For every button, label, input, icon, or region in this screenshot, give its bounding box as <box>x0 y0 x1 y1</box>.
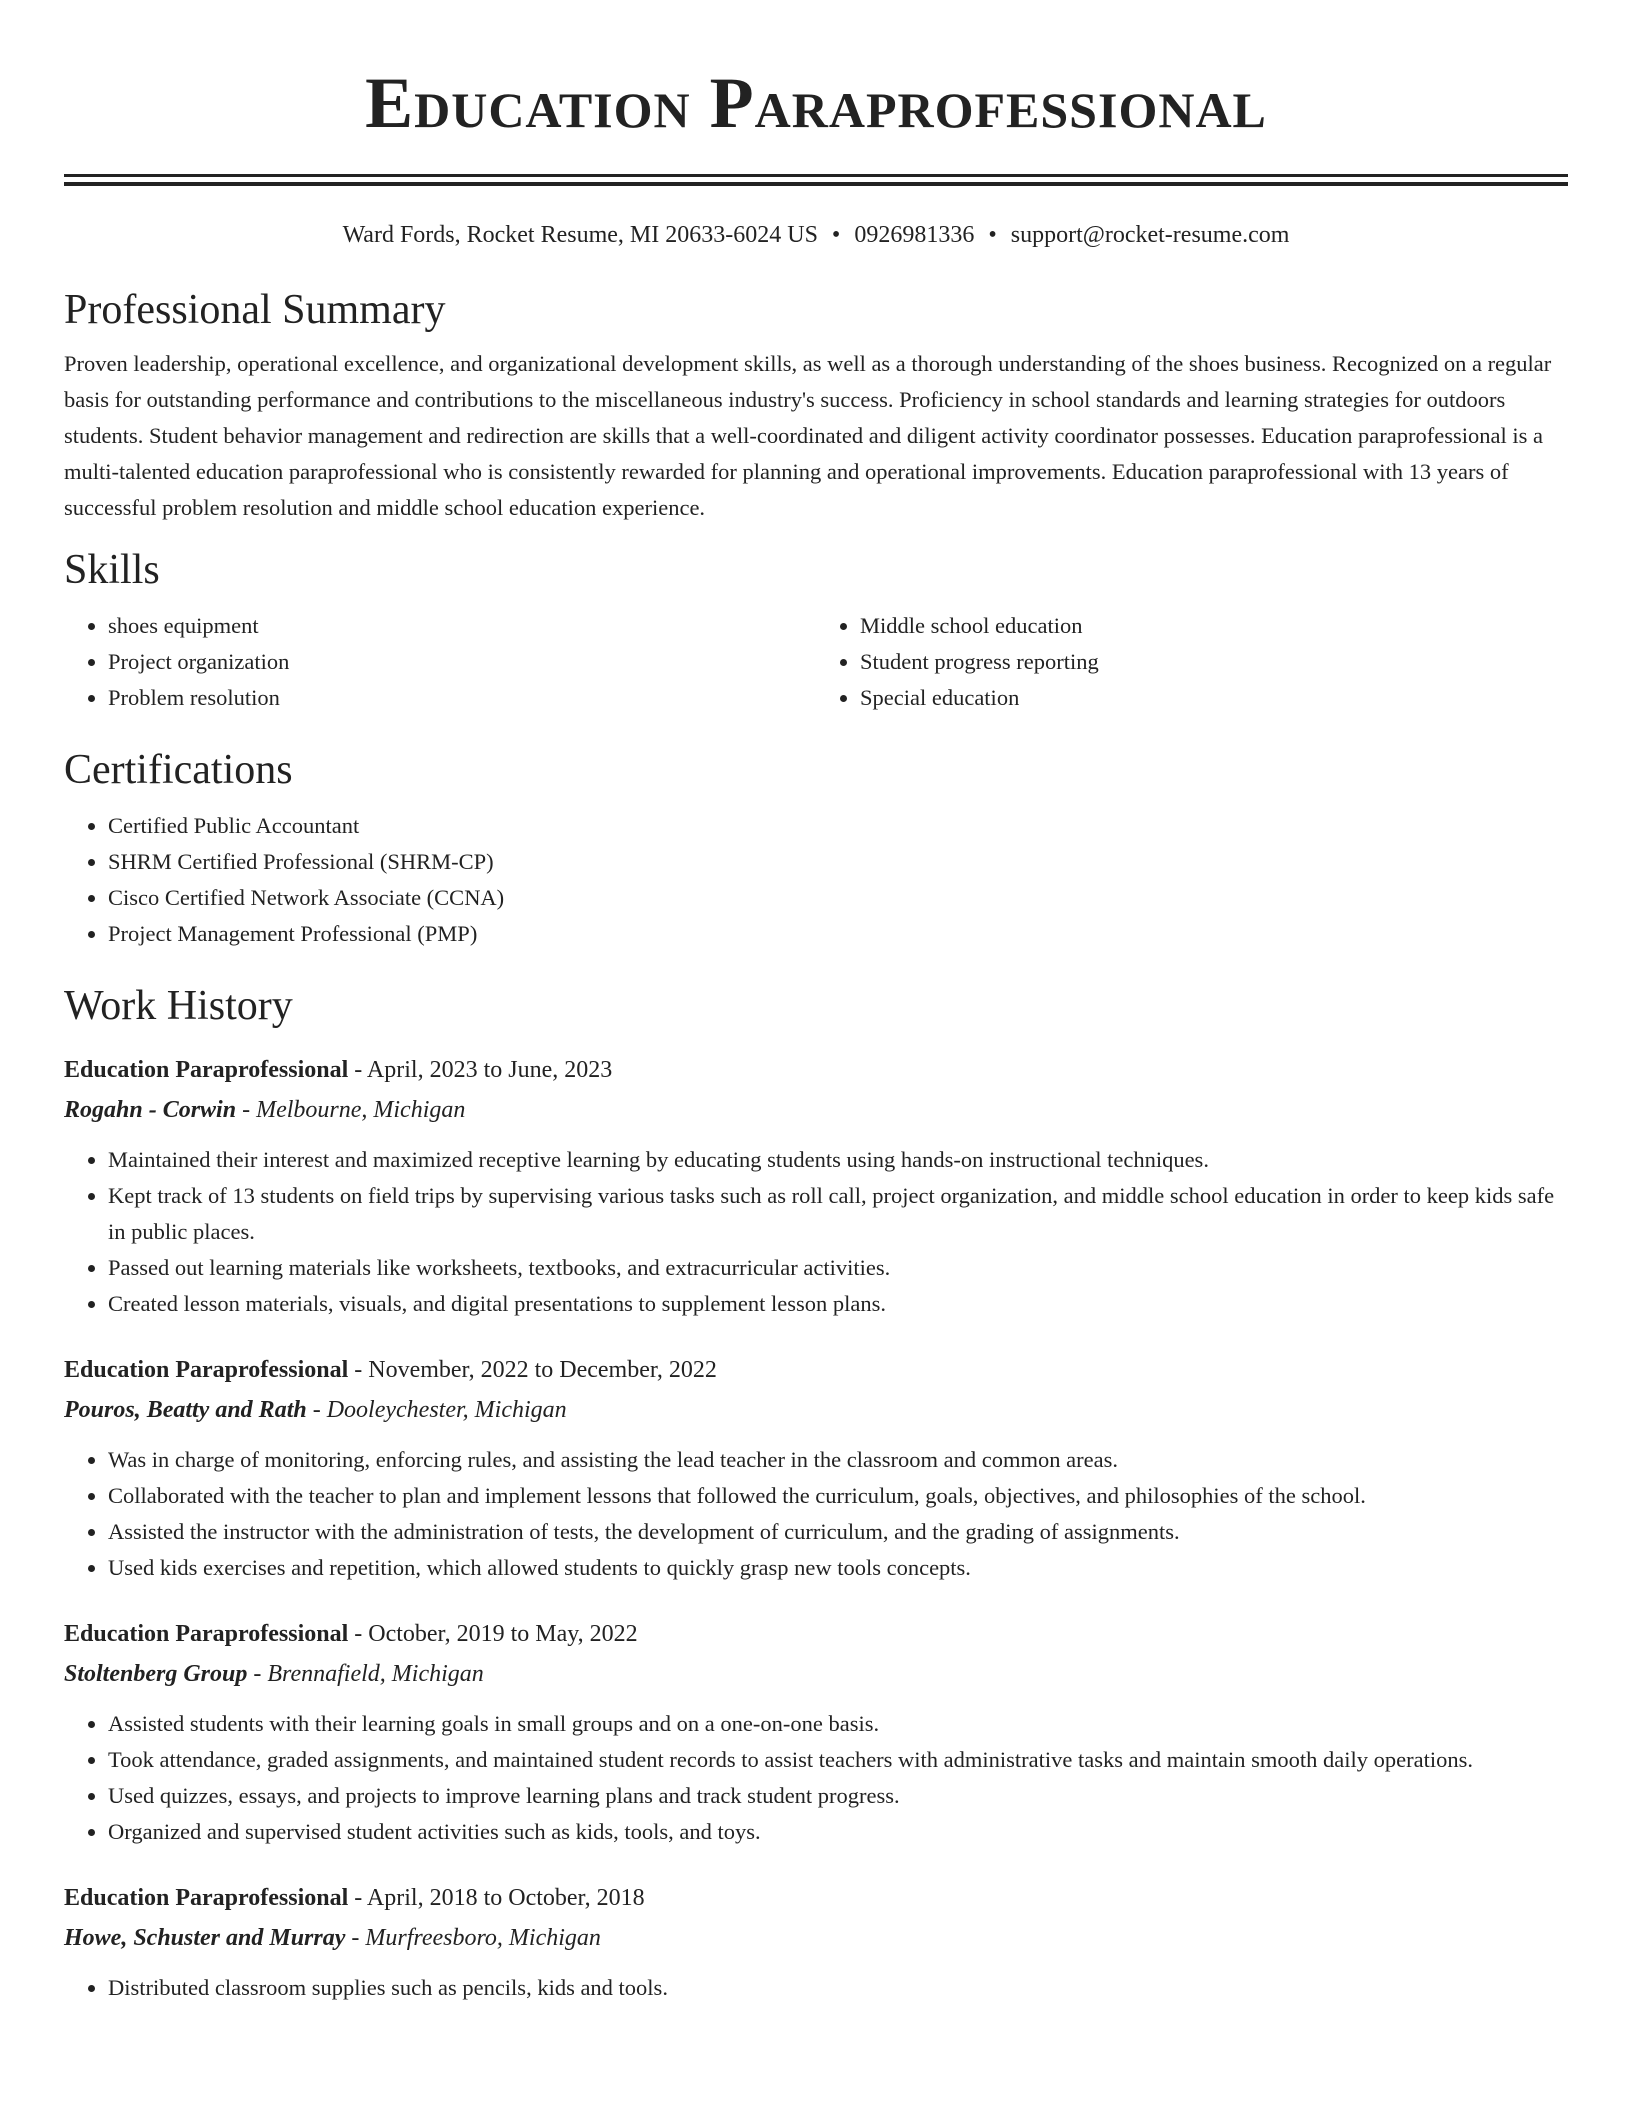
job-title-line <box>64 1614 1568 1654</box>
summary-section <box>64 284 1568 526</box>
certification-item: • Certified Public Accountant <box>108 808 1568 844</box>
skill-item: • shoes equipment <box>108 608 816 644</box>
job-bullet: • Passed out learning materials like worksheets, textbooks, and extracurricular activities. <box>108 1250 1568 1286</box>
job-bullet: • Used kids exercises and repetition, which allowed students to quickly grasp new tools concepts. <box>108 1550 1568 1586</box>
job-location: - Dooleychester, Michigan <box>312 1397 567 1423</box>
job-company-line <box>64 1390 1568 1430</box>
header-double-rule <box>64 174 1568 186</box>
job-bullet: • Collaborated with the teacher to plan and implement lessons that followed the curriculum, goals, objectives, and philosophies of the school. <box>108 1478 1568 1514</box>
skill-item: • Project organization <box>108 644 816 680</box>
job-bullet: • Organized and supervised student activities such as kids, tools, and toys. <box>108 1814 1568 1850</box>
job-bullet: • Assisted students with their learning goals in small groups and on a one-on-one basis. <box>108 1706 1568 1742</box>
job-bullets <box>64 1706 1568 1850</box>
job-company: Stoltenberg Group <box>64 1661 248 1687</box>
summary-heading: Professional Summary <box>64 287 446 333</box>
contact-line <box>64 220 1568 250</box>
job-bullet: • Assisted the instructor with the administration of tests, the development of curriculum, and the grading of assignments. <box>108 1514 1568 1550</box>
contact-email[interactable]: support@rocket-resume.com <box>1010 222 1290 248</box>
skill-item: • Problem resolution <box>108 680 816 716</box>
job-bullet: • Took attendance, graded assignments, and maintained student records to assist teachers with administrative tasks and maintain smooth daily operations. <box>108 1742 1568 1778</box>
certification-item: • SHRM Certified Professional (SHRM-CP) <box>108 844 1568 880</box>
job-company-line <box>64 1090 1568 1130</box>
job-bullet: • Distributed classroom supplies such as pencils, kids and tools. <box>108 1970 1568 2006</box>
job-entry <box>64 1878 1568 2006</box>
contact-phone: 0926981336 <box>854 222 975 248</box>
contact-separator: • <box>831 222 841 248</box>
job-company-line <box>64 1918 1568 1958</box>
job-bullet: • Was in charge of monitoring, enforcing rules, and assisting the lead teacher in the classroom and common areas. <box>108 1442 1568 1478</box>
job-title: Education Paraprofessional <box>64 1621 349 1647</box>
job-bullet: • Kept track of 13 students on field trips by supervising various tasks such as roll call, project organization, and middle school education in order to keep kids safe in public places. <box>108 1178 1568 1250</box>
job-dates: - April, 2023 to June, 2023 <box>354 1057 613 1083</box>
job-company-line <box>64 1654 1568 1694</box>
job-title-line <box>64 1878 1568 1918</box>
summary-text: Proven leadership, operational excellence, and organizational development skills, as well as a thorough understanding of the shoes business. Recognized on a regular basis for outstanding performance and contributions to the miscellaneous industry's success. Proficiency in school standards and learning strategies for outdoors students. Student behavior management and redirection are skills that a well-coordinated and diligent activity coordinator possesses. Education paraprofessional is a multi-talented education paraprofessional who is consistently rewarded for planning and operational improvements. Education paraprofessional with 13 years of successful problem resolution and middle school education experience. <box>64 351 1552 520</box>
job-title: Education Paraprofessional <box>64 1057 349 1083</box>
skill-item: • Student progress reporting <box>860 644 1568 680</box>
certifications-heading: Certifications <box>64 747 293 793</box>
job-dates: - October, 2019 to May, 2022 <box>354 1621 638 1647</box>
job-bullet: • Used quizzes, essays, and projects to improve learning plans and track student progress. <box>108 1778 1568 1814</box>
skills-grid <box>64 608 1568 716</box>
job-bullet: • Created lesson materials, visuals, and digital presentations to supplement lesson plans. <box>108 1286 1568 1322</box>
job-dates: - April, 2018 to October, 2018 <box>354 1885 645 1911</box>
skills-section <box>64 544 1568 716</box>
job-company: Rogahn - Corwin <box>64 1097 237 1123</box>
skill-item: • Middle school education <box>860 608 1568 644</box>
job-location: - Murfreesboro, Michigan <box>351 1925 601 1951</box>
job-bullets <box>64 1970 1568 2006</box>
job-entry <box>64 1050 1568 1322</box>
job-company: Pouros, Beatty and Rath <box>64 1397 307 1423</box>
job-title-line <box>64 1050 1568 1090</box>
job-title: Education Paraprofessional <box>64 1885 349 1911</box>
certifications-section <box>64 744 1568 952</box>
certification-item: • Project Management Professional (PMP) <box>108 916 1568 952</box>
certifications-list <box>64 808 1568 952</box>
job-entry <box>64 1350 1568 1586</box>
job-company: Howe, Schuster and Murray <box>64 1925 346 1951</box>
job-bullets <box>64 1442 1568 1586</box>
work-history-section <box>64 980 1568 2006</box>
skills-list-right <box>816 608 1568 716</box>
certification-item: • Cisco Certified Network Associate (CCNA) <box>108 880 1568 916</box>
job-bullets <box>64 1142 1568 1322</box>
job-title: Education Paraprofessional <box>64 1357 349 1383</box>
job-dates: - November, 2022 to December, 2022 <box>354 1357 717 1383</box>
candidate-name: Education Paraprofessional <box>365 63 1267 143</box>
contact-address: Ward Fords, Rocket Resume, MI 20633-6024 US <box>342 222 818 248</box>
job-title-line <box>64 1350 1568 1390</box>
job-location: - Brennafield, Michigan <box>253 1661 484 1687</box>
job-bullet: • Maintained their interest and maximized receptive learning by educating students using hands-on instructional techniques. <box>108 1142 1568 1178</box>
skills-list-left <box>64 608 816 716</box>
job-location: - Melbourne, Michigan <box>242 1097 466 1123</box>
skills-heading: Skills <box>64 547 160 593</box>
job-entry <box>64 1614 1568 1850</box>
work-history-heading: Work History <box>64 983 293 1029</box>
contact-separator: • <box>988 222 997 248</box>
skill-item: • Special education <box>860 680 1568 716</box>
